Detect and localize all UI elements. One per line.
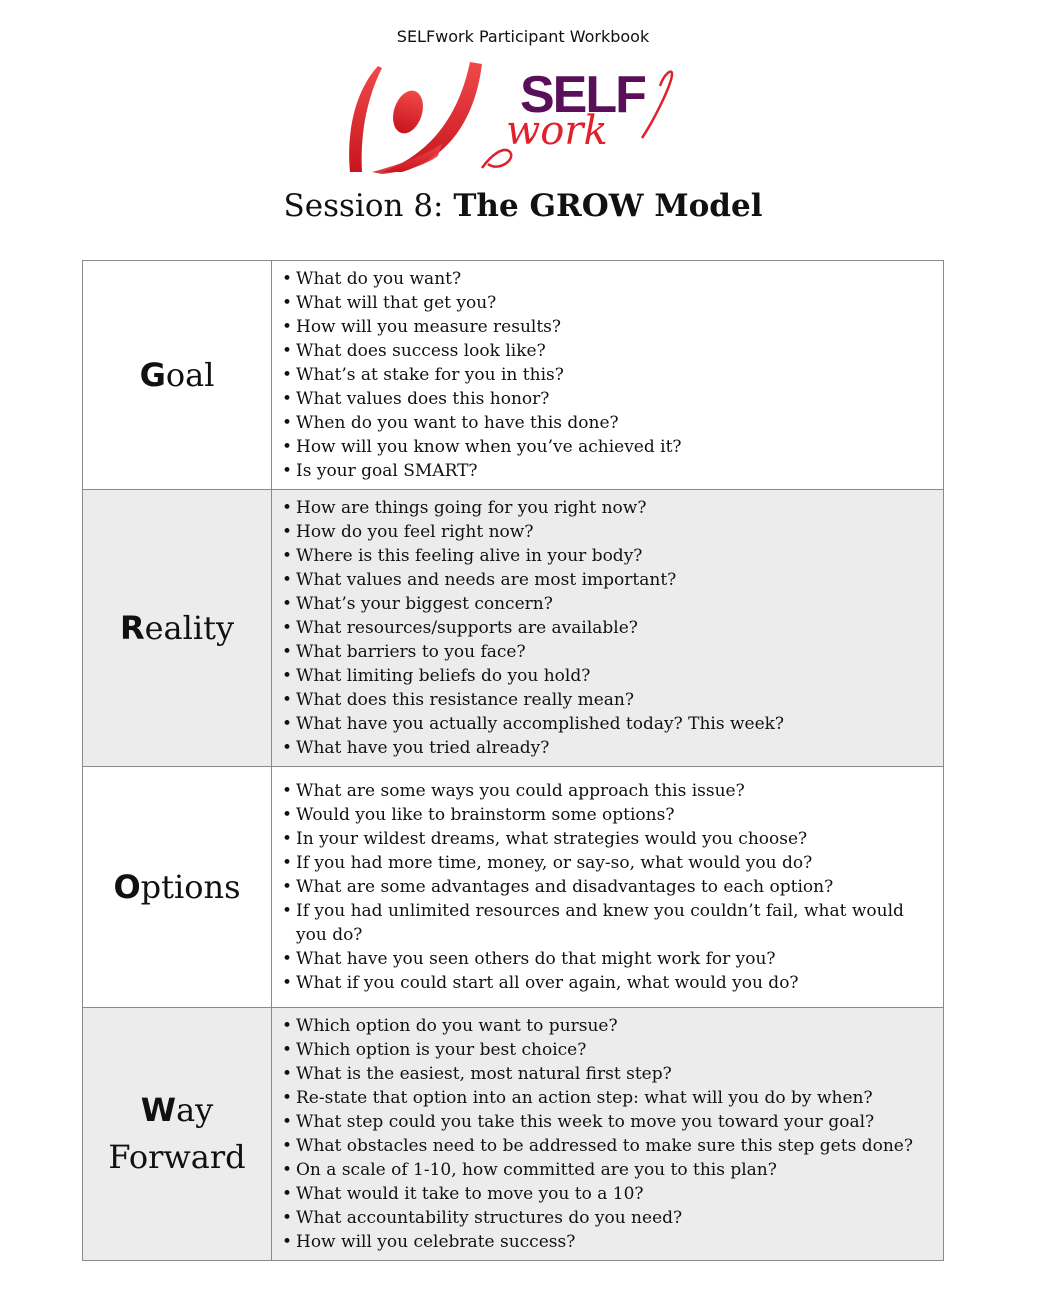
logo-left-swoosh <box>349 66 382 172</box>
stage-rest: oal <box>165 355 215 394</box>
question-item: • What have you seen others do that might work for you? <box>296 947 933 971</box>
grow-row <box>83 490 944 767</box>
question-item: • What does success look like? <box>296 339 933 363</box>
stage-label <box>83 490 272 767</box>
question-item: • Would you like to brainstorm some options? <box>296 803 933 827</box>
question-item: • Which option do you want to pursue? <box>296 1014 933 1038</box>
question-cell <box>272 767 944 1008</box>
question-item: • What would it take to move you to a 10? <box>296 1182 933 1206</box>
question-item: • How are things going for you right now? <box>296 496 933 520</box>
question-item: • On a scale of 1-10, how committed are you to this plan? <box>296 1158 933 1182</box>
question-item: • How will you measure results? <box>296 315 933 339</box>
question-item: • What accountability structures do you need? <box>296 1206 933 1230</box>
stage-initial: W <box>140 1091 177 1129</box>
question-item: • If you had unlimited resources and knew you couldn’t fail, what would you do? <box>296 899 933 947</box>
question-item: • What’s your biggest concern? <box>296 592 933 616</box>
stage-rest: ay <box>176 1091 214 1129</box>
question-item: • What barriers to you face? <box>296 640 933 664</box>
question-item: • What limiting beliefs do you hold? <box>296 664 933 688</box>
question-item: • What have you tried already? <box>296 736 933 760</box>
session-name: The GROW Model <box>453 188 763 224</box>
question-item: • What have you actually accomplished today? This week? <box>296 712 933 736</box>
logo-work-text: work <box>506 108 608 154</box>
question-item: • If you had more time, money, or say-so, what would you do? <box>296 851 933 875</box>
question-item: • Which option is your best choice? <box>296 1038 933 1062</box>
question-item: • What step could you take this week to move you toward your goal? <box>296 1110 933 1134</box>
question-item: • How do you feel right now? <box>296 520 933 544</box>
session-prefix: Session 8: <box>283 188 454 224</box>
stage-initial: G <box>139 355 166 394</box>
question-item: • Where is this feeling alive in your body? <box>296 544 933 568</box>
question-item: • What will that get you? <box>296 291 933 315</box>
question-cell <box>272 490 944 767</box>
grow-table <box>82 260 944 1261</box>
stage-second-line: Forward <box>108 1138 246 1176</box>
stage-label <box>83 1008 272 1261</box>
question-list <box>282 267 933 483</box>
question-item: • What are some advantages and disadvantages to each option? <box>296 875 933 899</box>
question-list <box>282 1014 933 1254</box>
question-item: • What is the easiest, most natural first step? <box>296 1062 933 1086</box>
question-item: • What if you could start all over again, what would you do? <box>296 971 933 995</box>
question-item: • Is your goal SMART? <box>296 459 933 483</box>
question-item: • Re-state that option into an action step: what will you do by when? <box>296 1086 933 1110</box>
question-item: • When do you want to have this done? <box>296 411 933 435</box>
question-item: • What do you want? <box>296 267 933 291</box>
logo-self-text: SELF <box>520 66 645 124</box>
question-item: • How will you know when you’ve achieved it? <box>296 435 933 459</box>
stage-initial: R <box>119 608 145 647</box>
question-cell <box>272 1008 944 1261</box>
grow-row <box>83 767 944 1008</box>
question-list <box>282 779 933 995</box>
question-item: • What values and needs are most important? <box>296 568 933 592</box>
question-cell <box>272 261 944 490</box>
question-item: • What are some ways you could approach this issue? <box>296 779 933 803</box>
selfwork-logo <box>342 60 687 178</box>
stage-rest: eality <box>144 608 235 647</box>
grow-row <box>83 261 944 490</box>
question-list <box>282 496 933 760</box>
question-item: • In your wildest dreams, what strategies would you choose? <box>296 827 933 851</box>
stage-label <box>83 261 272 490</box>
question-item: • What values does this honor? <box>296 387 933 411</box>
question-item: • What’s at stake for you in this? <box>296 363 933 387</box>
stage-label <box>83 767 272 1008</box>
stage-initial: O <box>113 867 141 906</box>
stage-rest: ptions <box>140 867 241 906</box>
page-title <box>0 188 1046 224</box>
question-item: • How will you celebrate success? <box>296 1230 933 1254</box>
workbook-header: SELFwork Participant Workbook <box>396 27 650 46</box>
grow-row <box>83 1008 944 1261</box>
question-item: • What does this resistance really mean? <box>296 688 933 712</box>
logo-head <box>388 87 428 137</box>
question-item: • What obstacles need to be addressed to make sure this step gets done? <box>296 1134 933 1158</box>
question-item: • What resources/supports are available? <box>296 616 933 640</box>
